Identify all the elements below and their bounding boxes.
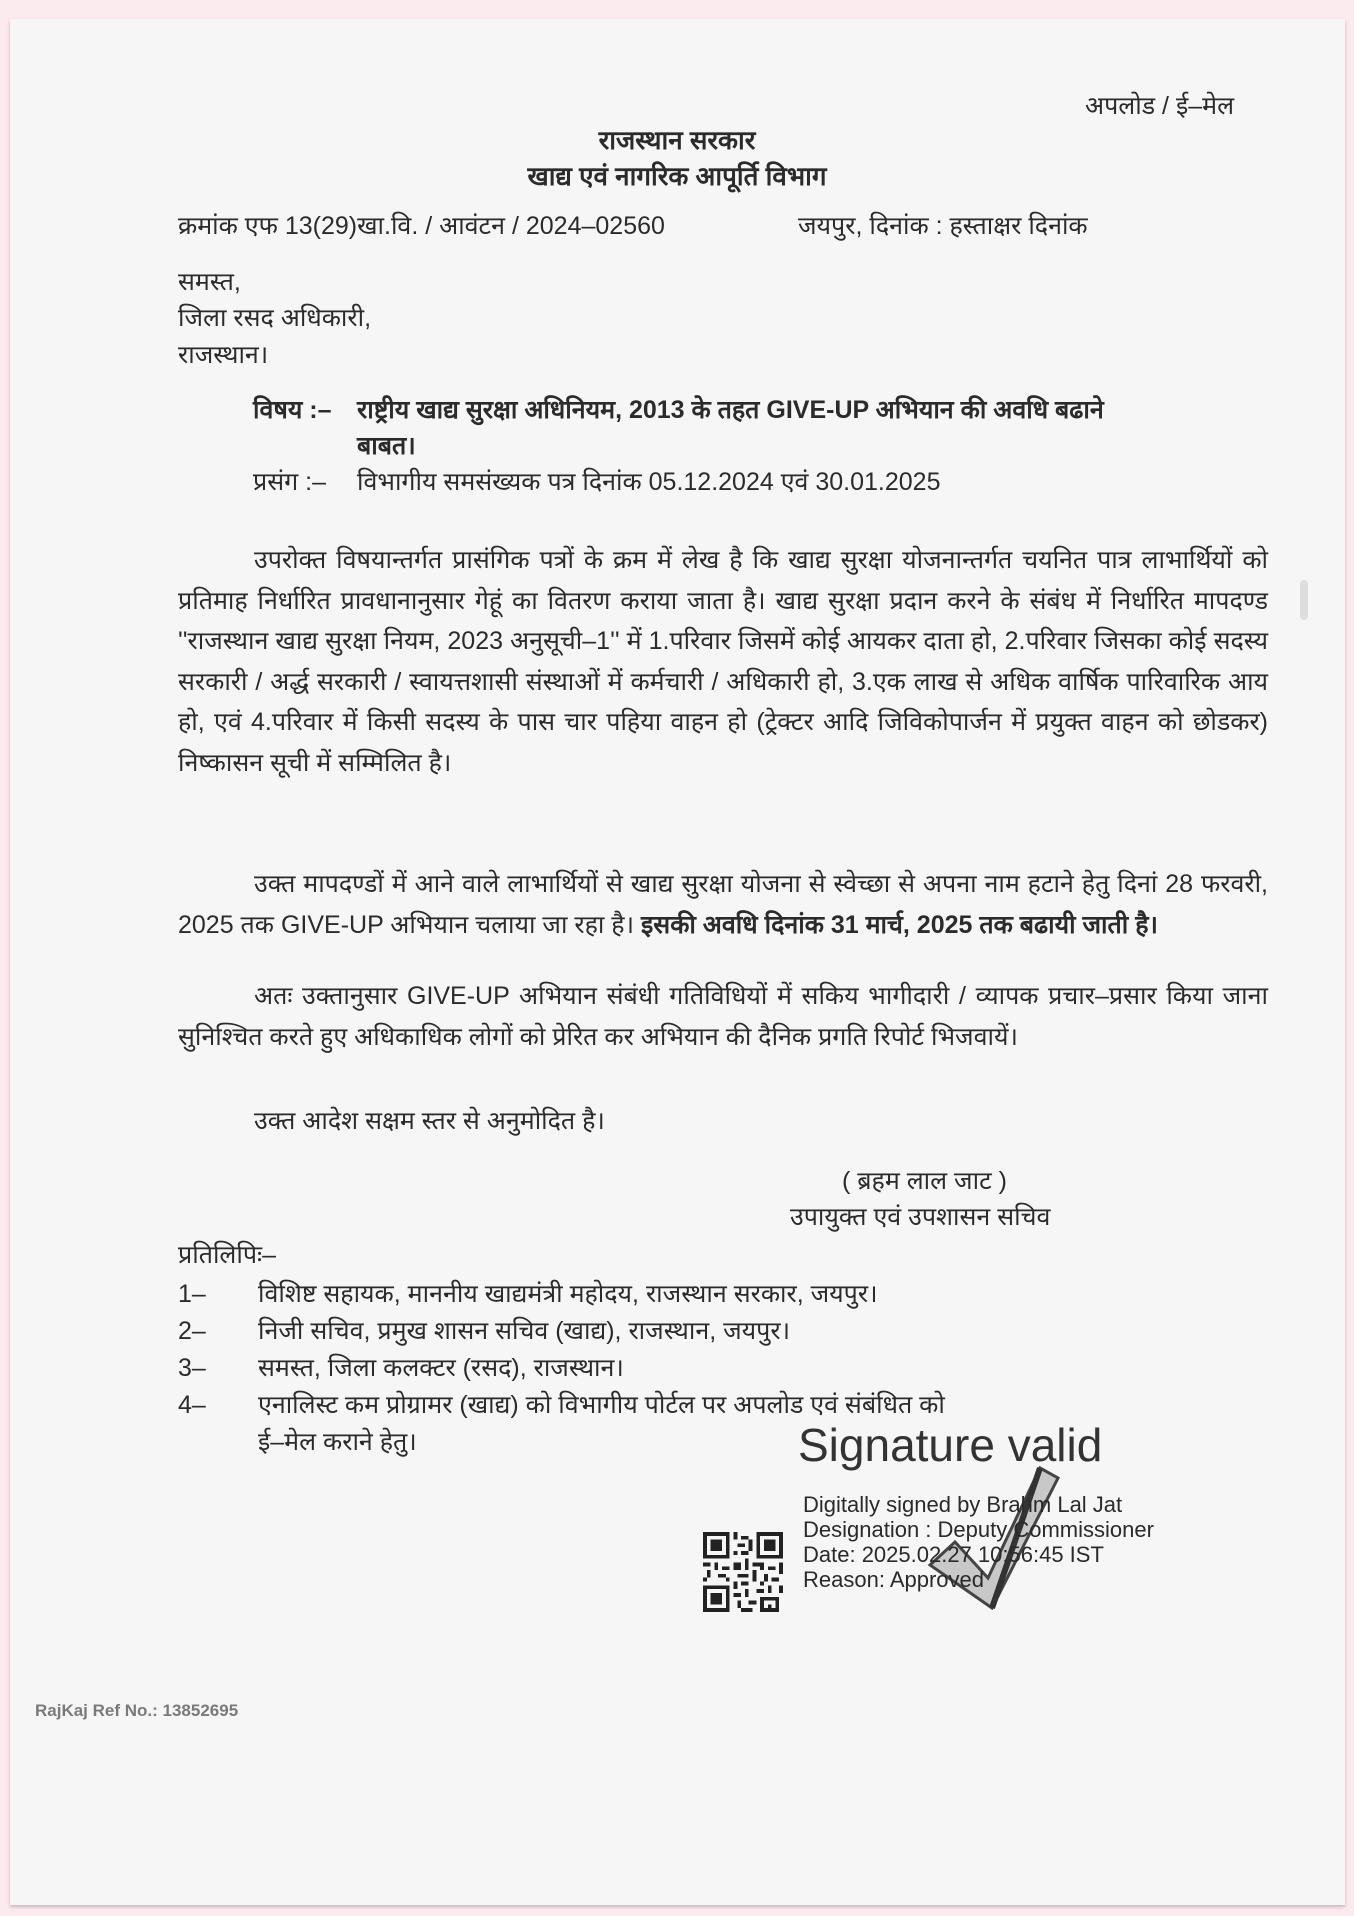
department-title: खाद्य एवं नागरिक आपूर्ति विभाग — [527, 161, 827, 191]
scan-mark — [1300, 580, 1308, 620]
signatory-designation: उपायुक्त एवं उपशासन सचिव — [790, 1203, 1051, 1231]
subject-text: राष्ट्रीय खाद्य सुरक्षा अधिनियम, 2013 के तहत GIVE-UP अभियान की अवधि बढाने — [357, 396, 1104, 424]
extension-notice: इसकी अवधि दिनांक 31 मार्च, 2025 तक बढायी जाती है। — [641, 910, 1158, 939]
rajkaj-ref-number: RajKaj Ref No.: 13852695 — [35, 1701, 239, 1720]
government-title: राजस्थान सरकार — [598, 125, 756, 155]
qr-code-icon[interactable] — [703, 1532, 783, 1612]
copy-item-2 — [178, 1313, 790, 1349]
place-date: जयपुर, दिनांक : हस्ताक्षर दिनांक — [798, 212, 1088, 240]
copy-number: 4– — [178, 1391, 206, 1419]
copy-number: 3– — [178, 1354, 206, 1382]
copy-item-1 — [178, 1276, 878, 1312]
signer-designation: Designation : Deputy Commissioner — [803, 1517, 1154, 1542]
copy-number: 1– — [178, 1280, 206, 1308]
addressee-line-2: जिला रसद अधिकारी, — [178, 304, 372, 332]
paragraph-1-text: उपरोक्त विषयान्तर्गत प्रासंगिक पत्रों के क्रम में लेख है कि खाद्य सुरक्षा योजनान्तर्गत चयनित पात्र लाभार्थियों को प्रतिमाह निर्धारित प्रावधानानुसार गेहूं का वितरण कराया जाता है। खाद्य सुरक्षा प्रदान करने के संबंध में निर्धारित मापदण्ड ''राजस्थान खाद्य सुरक्षा नियम, 2023 अनुसूची–1'' में 1.परिवार जिसमें कोई आयकर दाता हो, 2.परिवार जिसका कोई सदस्य सरकारी / अर्द्ध सरकारी / स्वायत्तशासी संस्थाओं में कर्मचारी / अधिकारी हो, 3.एक लाख से अधिक वार्षिक पारिवारिक आय हो, एवं 4.परिवार में किसी सदस्य के पास चार पहिया वाहन हो (ट्रेक्टर आदि जिविकोपार्जन में प्रयुक्त वाहन को छोडकर) निष्कासन सूची में सम्मिलित है। — [178, 546, 1268, 777]
approval-line: उक्त आदेश सक्षम स्तर से अनुमोदित है। — [254, 1107, 605, 1135]
reference-text: विभागीय समसंख्यक पत्र दिनांक 05.12.2024 एवं 30.01.2025 — [357, 468, 941, 496]
signature-status: Signature valid — [798, 1419, 1103, 1471]
body-paragraph-1 — [178, 540, 1268, 783]
reference-number: क्रमांक एफ 13(29)खा.वि. / आवंटन / 2024–02560 — [178, 212, 665, 240]
distribution-mark: अपलोड / ई–मेल — [1085, 92, 1235, 120]
body-paragraph-2 — [178, 864, 1268, 945]
copy-text: समस्त, जिला कलक्टर (रसद), राजस्थान। — [258, 1354, 624, 1382]
signature-reason: Reason: Approved — [803, 1567, 985, 1592]
signature-date: Date: 2025.02.27 10:56:45 IST — [803, 1542, 1104, 1567]
signatory-name: ( ब्रहम लाल जाट ) — [842, 1167, 1007, 1195]
subject-label: विषय :– — [253, 396, 332, 424]
copies-label: प्रतिलिपिः– — [178, 1241, 277, 1269]
copy-item-3 — [178, 1350, 624, 1386]
reference-label: प्रसंग :– — [253, 468, 326, 496]
subject-text-cont: बाबत। — [357, 432, 416, 460]
addressee-line-1: समस्त, — [178, 268, 241, 296]
copy-number: 2– — [178, 1317, 206, 1345]
paragraph-2-text: उक्त मापदण्डों में आने वाले लाभार्थियों से खाद्य सुरक्षा योजना से स्वेच्छा से अपना नाम हटाने हेतु दिनां 28 फरवरी, 2025 तक GIVE-UP अभियान चलाया जा रहा है। — [178, 870, 1268, 939]
copy-text: एनालिस्ट कम प्रोग्रामर (खाद्य) को विभागीय पोर्टल पर अपलोड एवं संबंधित को — [258, 1391, 945, 1419]
copy-text: निजी सचिव, प्रमुख शासन सचिव (खाद्य), राजस्थान, जयपुर। — [258, 1317, 791, 1345]
copy-item-4-cont: ई–मेल कराने हेतु। — [258, 1428, 417, 1456]
copy-text: विशिष्ट सहायक, माननीय खाद्यमंत्री महोदय, राजस्थान सरकार, जयपुर। — [258, 1280, 878, 1308]
body-paragraph-3 — [178, 976, 1268, 1057]
paragraph-3-text: अतः उक्तानुसार GIVE-UP अभियान संबंधी गतिविधियों में सकिय भागीदारी / व्यापक प्रचार–प्रसार किया जाना सुनिश्चित करते हुए अधिकाधिक लोगों को प्रेरित कर अभियान की दैनिक प्रगति रिपोर्ट भिजवायें। — [178, 982, 1268, 1051]
addressee-line-3: राजस्थान। — [178, 341, 269, 369]
signed-by: Digitally signed by Brahm Lal Jat — [803, 1492, 1123, 1517]
